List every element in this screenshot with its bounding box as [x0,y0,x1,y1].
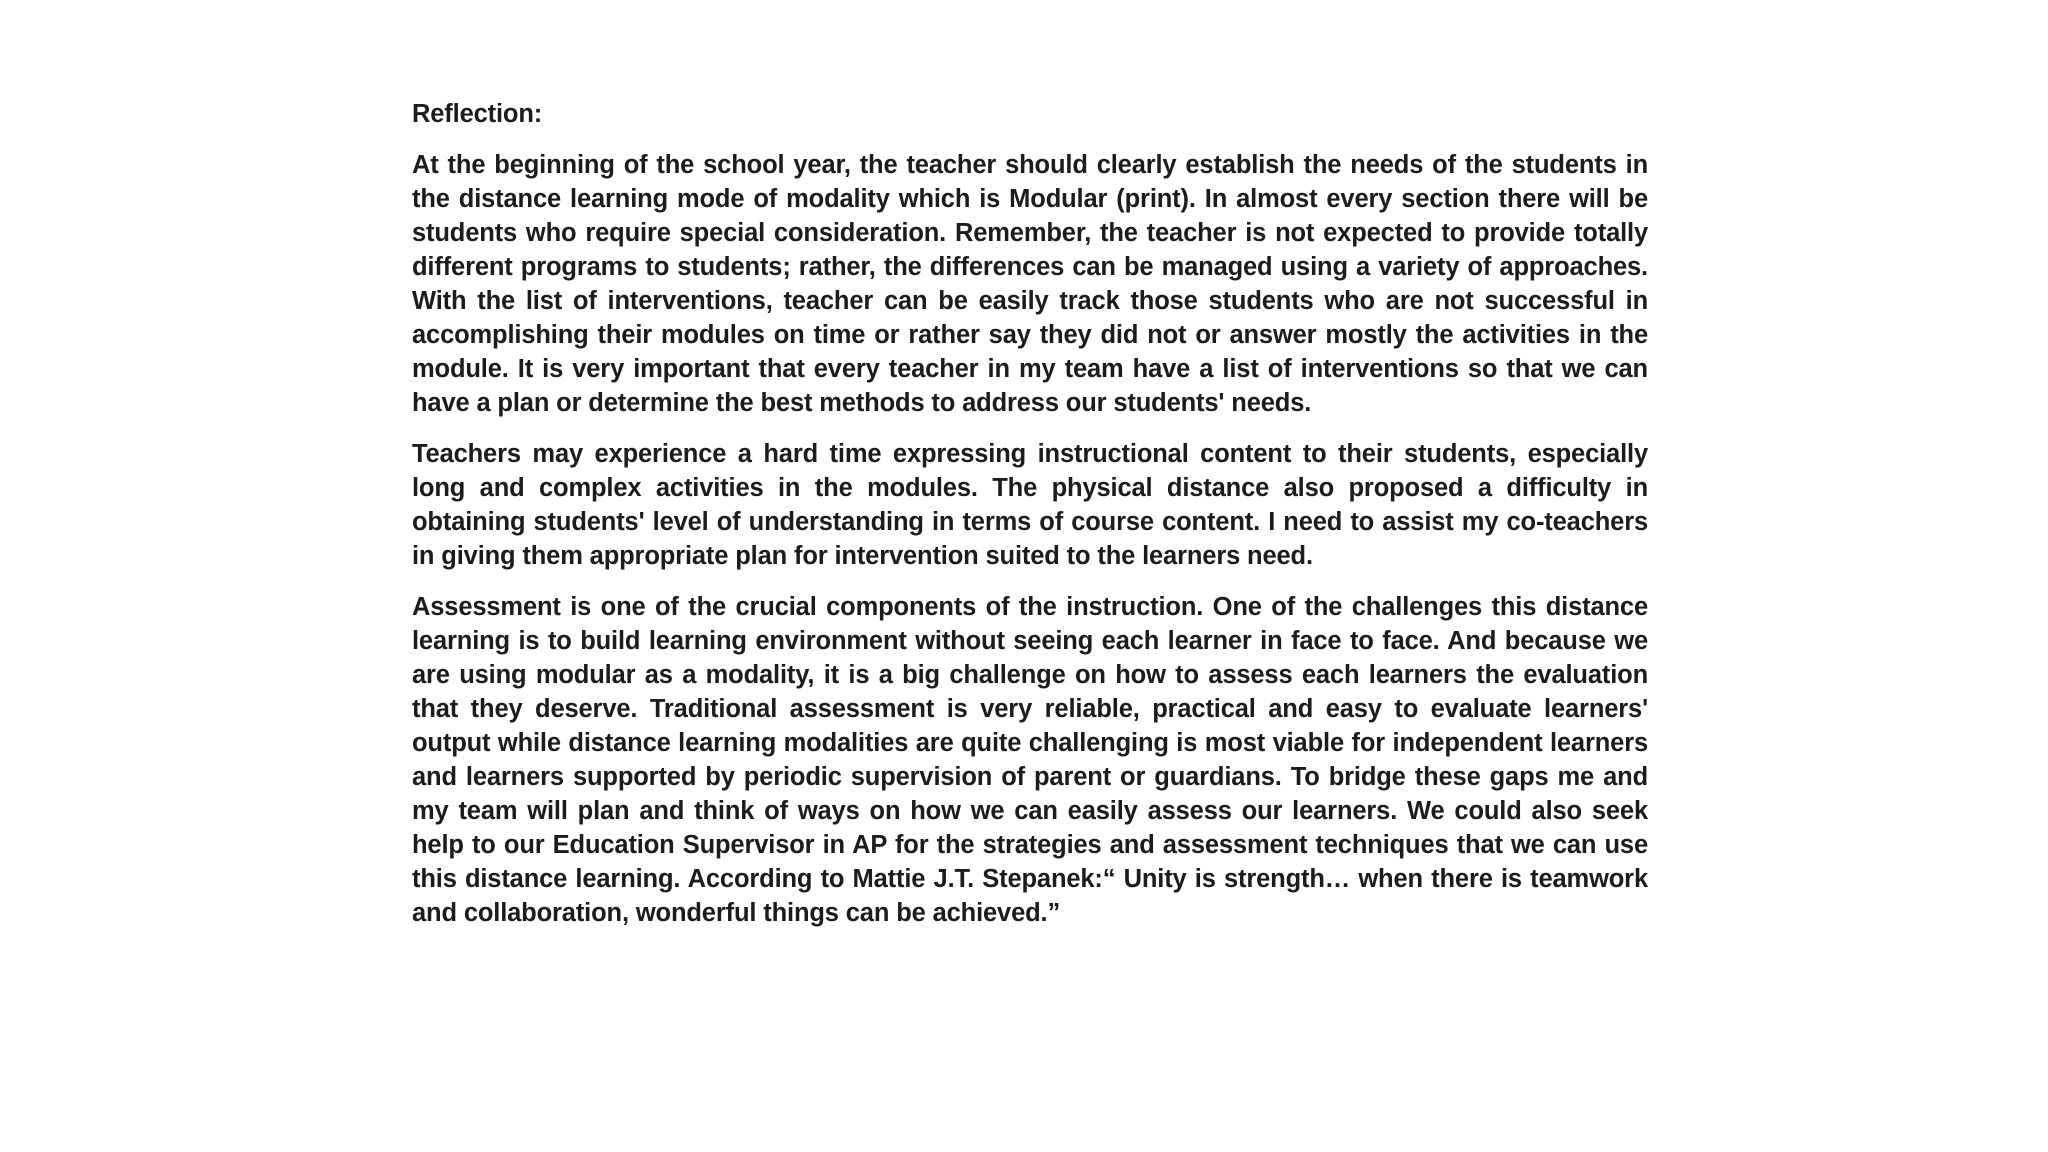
paragraph-challenges: Teachers may experience a hard time expressing instructional content to their students, especially long and complex activities in the modules. The physical distance also proposed a difficulty in obtaining students' level of understanding in terms of course content. I need to assist my co-teachers in giving them appropriate plan for intervention suited to the learners need. [412,440,1648,570]
paragraph-assessment: Assessment is one of the crucial components of the instruction. One of the challenges this distance learning is to build learning environment without seeing each learner in face to face. And because we are using modular as a modality, it is a big challenge on how to assess each learners the evaluation that they deserve. Traditional assessment is very reliable, practical and easy to evaluate learners' output while distance learning modalities are quite challenging is most viable for independent learners and learners supported by periodic supervision of parent or guardians. To bridge these gaps me and my team will plan and think of ways on how we can easily assess our learners. We could also seek help to our Education Supervisor in AP for the strategies and assessment techniques that we can use this distance learning. According to Mattie J.T. Stepanek:“ Unity is strength… when there is teamwork and collaboration, wonderful things can be achieved.” [412,593,1648,927]
document-body [412,97,1648,947]
reflection-heading: Reflection: [412,100,543,128]
paragraph-needs: At the beginning of the school year, the teacher should clearly establish the needs of the students in the distance learning mode of modality which is Modular (print). In almost every section there will be students who require special consideration. Remember, the teacher is not expected to provide totally different programs to students; rather, the differences can be managed using a variety of approaches. With the list of interventions, teacher can be easily track those students who are not successful in accomplishing their modules on time or rather say they did not or answer mostly the activities in the module. It is very important that every teacher in my team have a list of interventions so that we can have a plan or determine the best methods to address our students' needs. [412,151,1648,417]
